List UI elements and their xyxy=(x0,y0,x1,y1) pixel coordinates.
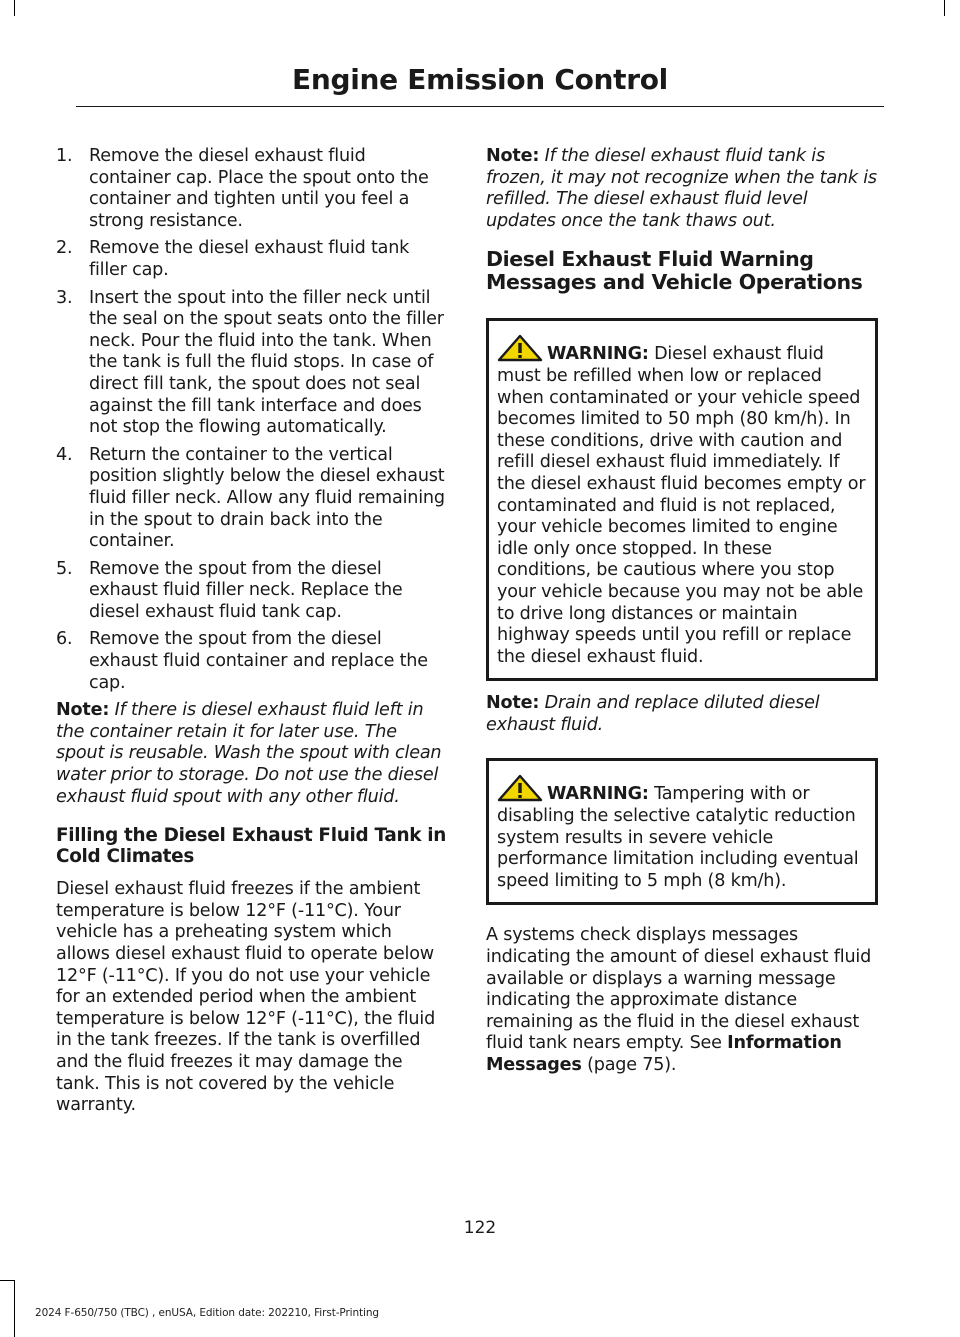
list-item xyxy=(56,559,448,624)
step-text: Remove the diesel exhaust fluid tank filler cap. xyxy=(89,238,410,280)
step-number: 2. xyxy=(56,238,73,259)
warning-triangle-icon xyxy=(497,334,543,360)
right-column xyxy=(486,146,878,1090)
warning-box-refill xyxy=(486,318,878,681)
page-number: 122 xyxy=(463,1218,497,1238)
note-text: If the diesel exhaust fluid tank is frozen, it may not recognize when the tank is refilled. The diesel exhaust fluid level updates once the tank thaws out. xyxy=(486,146,877,231)
list-item xyxy=(56,288,448,439)
note-diluted xyxy=(486,693,878,736)
header-divider xyxy=(76,106,884,107)
cross-reference-link[interactable]: Information Messages xyxy=(486,1033,842,1075)
warning-triangle-icon xyxy=(497,774,543,800)
warning-label: WARNING: xyxy=(547,784,649,805)
paragraph-systems-check xyxy=(486,925,878,1076)
note-label: Note: xyxy=(56,700,110,721)
list-item xyxy=(56,238,448,281)
step-text: Return the container to the vertical position slightly below the diesel exhaust fluid filler neck. Allow any fluid remaining in the spout to drain back into the container. xyxy=(89,444,445,552)
step-text: Insert the spout into the filler neck until the seal on the spout seats onto the filler neck. Pour the fluid into the tank. When the tank is full the fluid stops. In case of direct fill tank, the spout does not seal against the fill tank interface and does not stop the flowing automatically. xyxy=(89,287,444,438)
see-text: See xyxy=(689,1033,728,1054)
step-number: 5. xyxy=(56,558,73,579)
step-number: 4. xyxy=(56,444,73,465)
crop-mark-bottom-left-h xyxy=(0,1280,14,1281)
paragraph-cold-climates: Diesel exhaust fluid freezes if the ambient temperature is below 12°F (-11°C). Your vehicle has a preheating system which allows diesel exhaust fluid to operate below 12°F (-11°C). If you do not use your vehicle for an extended period when the ambient temperature is below 12°F (-11°C), the fluid in the tank freezes. If the tank is overfilled and the fluid freezes it may damage the tank. This is not covered by the vehicle warranty. xyxy=(56,879,436,1116)
warning-text: Diesel exhaust fluid must be refilled when low or replaced when contaminated or your vehicle speed becomes limited to 50 mph (80 km/h). In these conditions, drive with caution and refill diesel exhaust fluid immediately. If the diesel exhaust fluid becomes empty or contaminated and fluid is not replaced, your vehicle becomes limited to engine idle only once stopped. In these conditions, be cautious where you stop your vehicle because you may not be able to drive long distances or maintain highway speeds until you refill or replace the diesel exhaust fluid. xyxy=(497,344,866,667)
step-number: 3. xyxy=(56,287,73,308)
note-label: Note: xyxy=(486,146,540,166)
left-column xyxy=(56,146,448,1130)
list-item xyxy=(56,445,448,553)
crop-mark-bottom-left xyxy=(14,1280,15,1337)
list-item xyxy=(56,629,448,694)
step-number: 6. xyxy=(56,629,73,650)
step-number: 1. xyxy=(56,146,73,166)
section-heading-cold-climates: Filling the Diesel Exhaust Fluid Tank in Cold Climates xyxy=(56,825,447,868)
warning-box-tampering xyxy=(486,758,878,905)
list-item xyxy=(56,146,448,232)
footer-edition-info: 2024 F-650/750 (TBC) , enUSA, Edition date: 202210, First-Printing xyxy=(35,1307,379,1319)
section-heading-warning-messages: Diesel Exhaust Fluid Warning Messages and Vehicle Operations xyxy=(486,247,863,295)
page-reference: (page 75). xyxy=(587,1055,677,1075)
crop-mark-top-left xyxy=(14,0,15,16)
instruction-steps xyxy=(56,146,448,694)
paragraph-text: A systems check displays messages indicating the amount of diesel exhaust fluid available or displays a warning message indicating the approximate distance remaining as the fluid in the diesel exhaust fluid tank nears empty. xyxy=(486,925,872,1054)
warning-text: Tampering with or disabling the selective catalytic reduction system results in severe vehicle performance limitation including eventual speed limiting to 5 mph (8 km/h). xyxy=(497,784,859,891)
note-text: Drain and replace diluted diesel exhaust fluid. xyxy=(486,693,820,735)
step-text: Remove the diesel exhaust fluid container cap. Place the spout onto the container and tighten until you feel a strong resistance. xyxy=(89,146,429,231)
step-text: Remove the spout from the diesel exhaust fluid filler neck. Replace the diesel exhaust fluid tank cap. xyxy=(89,558,403,622)
warning-label: WARNING: xyxy=(547,344,649,365)
step-text: Remove the spout from the diesel exhaust fluid container and replace the cap. xyxy=(89,629,428,693)
crop-mark-top-right xyxy=(944,0,945,16)
note-text: If there is diesel exhaust fluid left in the container retain it for later use. The spout is reusable. Wash the spout with clean water prior to storage. Do not use the diesel exhaust fluid spout with any other fluid. xyxy=(56,700,442,807)
note-label: Note: xyxy=(486,693,540,714)
page-title: Engine Emission Control xyxy=(292,63,668,96)
note-reuse xyxy=(56,700,448,808)
note-frozen xyxy=(486,146,878,232)
